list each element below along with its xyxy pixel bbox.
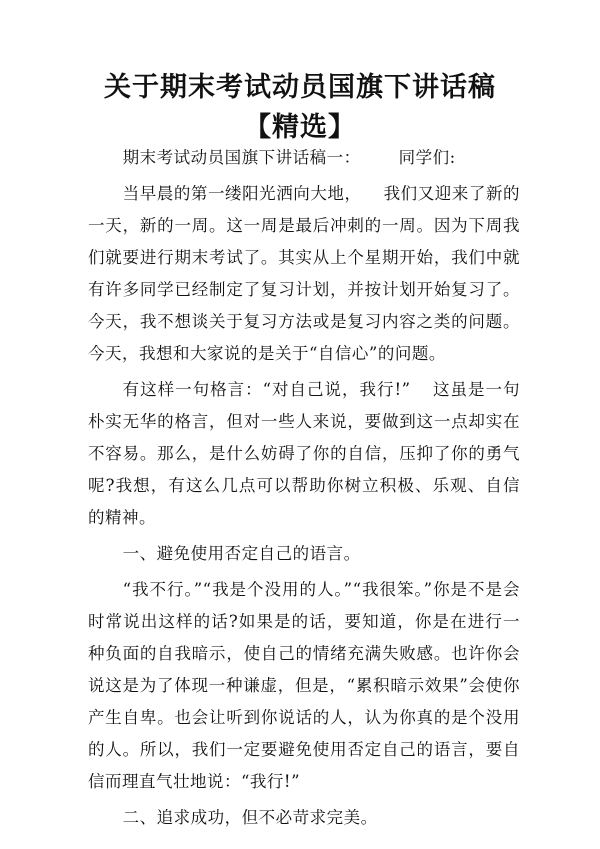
paragraph-2-lead: 有这样一句格言：“对自己说，我行!”	[122, 380, 411, 399]
section-heading-2	[88, 802, 520, 834]
greeting: 同学们:	[398, 148, 456, 167]
paragraph-2-text: 这虽是一句朴实无华的格言，但对一些人来说，要做到这一点却实在不容易。那么，是什么妨碍了你的自信，压抑了你的勇气呢?我想，有这么几点可以帮助你树立积极、乐观、自信的精神。	[88, 380, 520, 527]
section-heading-2-text: 二、追求成功，但不必苛求完美。	[122, 808, 378, 827]
paragraph-3	[88, 574, 520, 798]
intro-line	[88, 142, 520, 174]
paragraph-2	[88, 374, 520, 534]
paragraph-1-lead: 当早晨的第一缕阳光洒向大地，	[122, 184, 362, 203]
paragraph-1-text: 我们又迎来了新的一天，新的一周。这一周是最后冲刺的一周。因为下周我们就要进行期末考试了。其实从上个星期开始，我们中就有许多同学已经制定了复习计划，并按计划开始复习了。今天，我不想谈关于复习方法或是复习内容之类的问题。今天，我想和大家说的是关于“自信心”的问题。	[88, 184, 521, 363]
paragraph-1	[88, 178, 520, 370]
intro-label: 期末考试动员国旗下讲话稿一：	[122, 148, 361, 167]
paragraph-3-text: “我不行。”“我是个没用的人。”“我很笨。”你是不是会时常说出这样的话?如果是的话，要知道，你是在进行一种负面的自我暗示，使自己的情绪充满失败感。也许你会说这是为了体现一种谦虚，但是，“累积暗示效果”会使你产生自卑。也会让听到你说话的人，认为你真的是个没用的人。所以，我们一定要避免使用否定自己的语言，要自信而理直气壮地说：“我行!”	[88, 580, 520, 791]
section-heading-1-text: 一、避免使用否定自己的语言。	[122, 544, 361, 563]
document-body	[88, 142, 520, 838]
document-title: 关于期末考试动员国旗下讲话稿【精选】	[104, 72, 496, 143]
section-heading-1	[88, 538, 520, 570]
